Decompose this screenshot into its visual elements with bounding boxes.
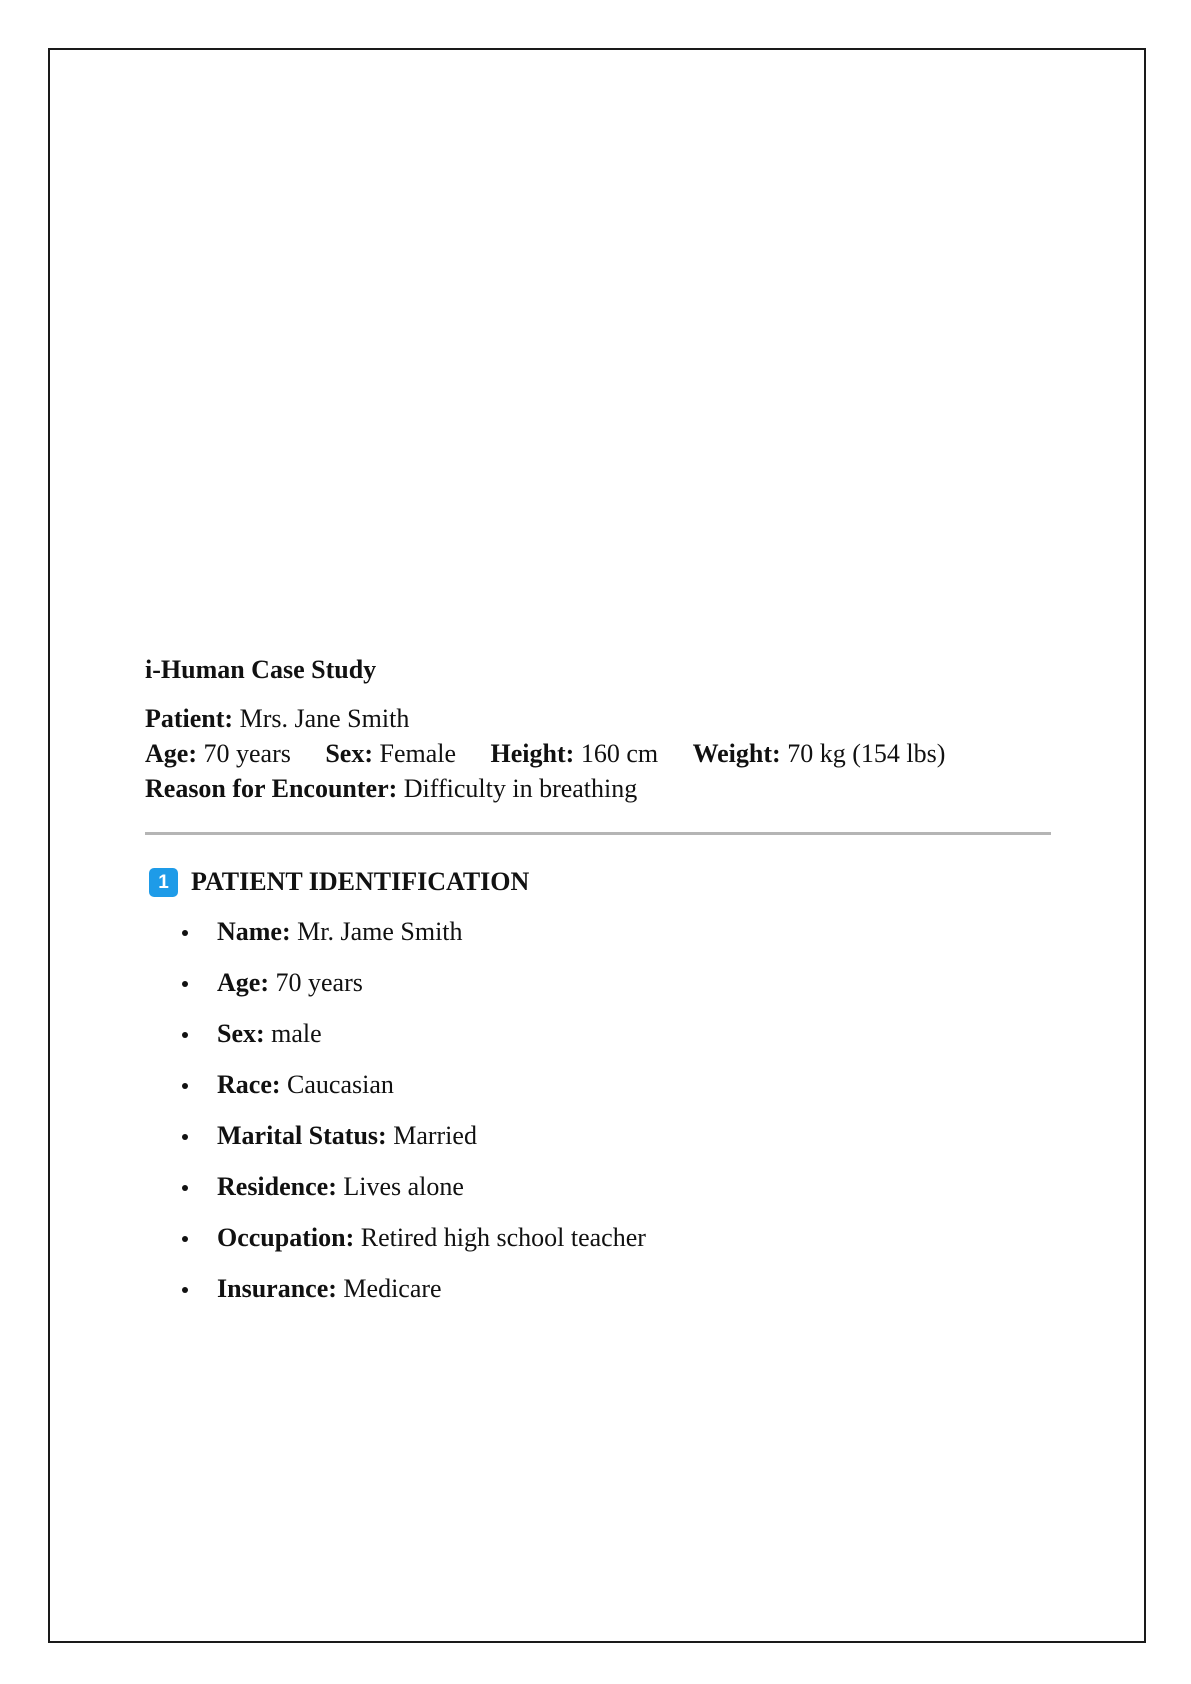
weight-label: Weight: [692,739,781,768]
list-item-race [145,1068,1051,1102]
bullet-icon [182,1083,188,1089]
reason-label: Reason for Encounter: [145,774,398,803]
item-value: Medicare [343,1274,442,1303]
bullet-icon [182,1287,188,1293]
bullet-icon [182,1185,188,1191]
list-item-residence [145,1170,1051,1204]
section-heading [145,865,1051,899]
weight-value: 70 kg (154 lbs) [787,739,946,768]
bullet-icon [182,1032,188,1038]
item-value: Married [393,1121,477,1150]
item-label: Marital Status: [217,1121,387,1150]
bullet-icon [182,930,188,936]
identification-list [145,915,1051,1306]
section-number-badge: 1 [149,868,178,897]
item-label: Occupation: [217,1223,355,1252]
bullet-icon [182,981,188,987]
patient-value: Mrs. Jane Smith [239,704,410,733]
item-value: Retired high school teacher [360,1223,646,1252]
height-label: Height: [490,739,575,768]
item-label: Age: [217,968,269,997]
vitals-line [145,736,1051,771]
patient-line [145,701,1051,736]
height-value: 160 cm [580,739,659,768]
section-divider [145,832,1051,835]
item-value: 70 years [275,968,363,997]
item-value: male [271,1019,322,1048]
patient-label: Patient: [145,704,234,733]
item-label: Sex: [217,1019,265,1048]
sex-value: Female [379,739,457,768]
reason-value: Difficulty in breathing [403,774,638,803]
list-item-insurance [145,1272,1051,1306]
list-item-name [145,915,1051,949]
age-value: 70 years [203,739,291,768]
list-item-occupation [145,1221,1051,1255]
age-label: Age: [145,739,197,768]
item-label: Race: [217,1070,281,1099]
item-label: Name: [217,917,291,946]
item-value: Caucasian [287,1070,394,1099]
list-item-sex [145,1017,1051,1051]
item-label: Residence: [217,1172,337,1201]
document-content [145,653,1051,1323]
list-item-age [145,966,1051,1000]
item-value: Mr. Jame Smith [297,917,463,946]
document-title: i-Human Case Study [145,655,377,684]
reason-line [145,771,1051,806]
item-label: Insurance: [217,1274,337,1303]
bullet-icon [182,1134,188,1140]
section-title: PATIENT IDENTIFICATION [191,867,530,896]
list-item-marital-status [145,1119,1051,1153]
bullet-icon [182,1236,188,1242]
sex-label: Sex: [325,739,374,768]
item-value: Lives alone [343,1172,464,1201]
